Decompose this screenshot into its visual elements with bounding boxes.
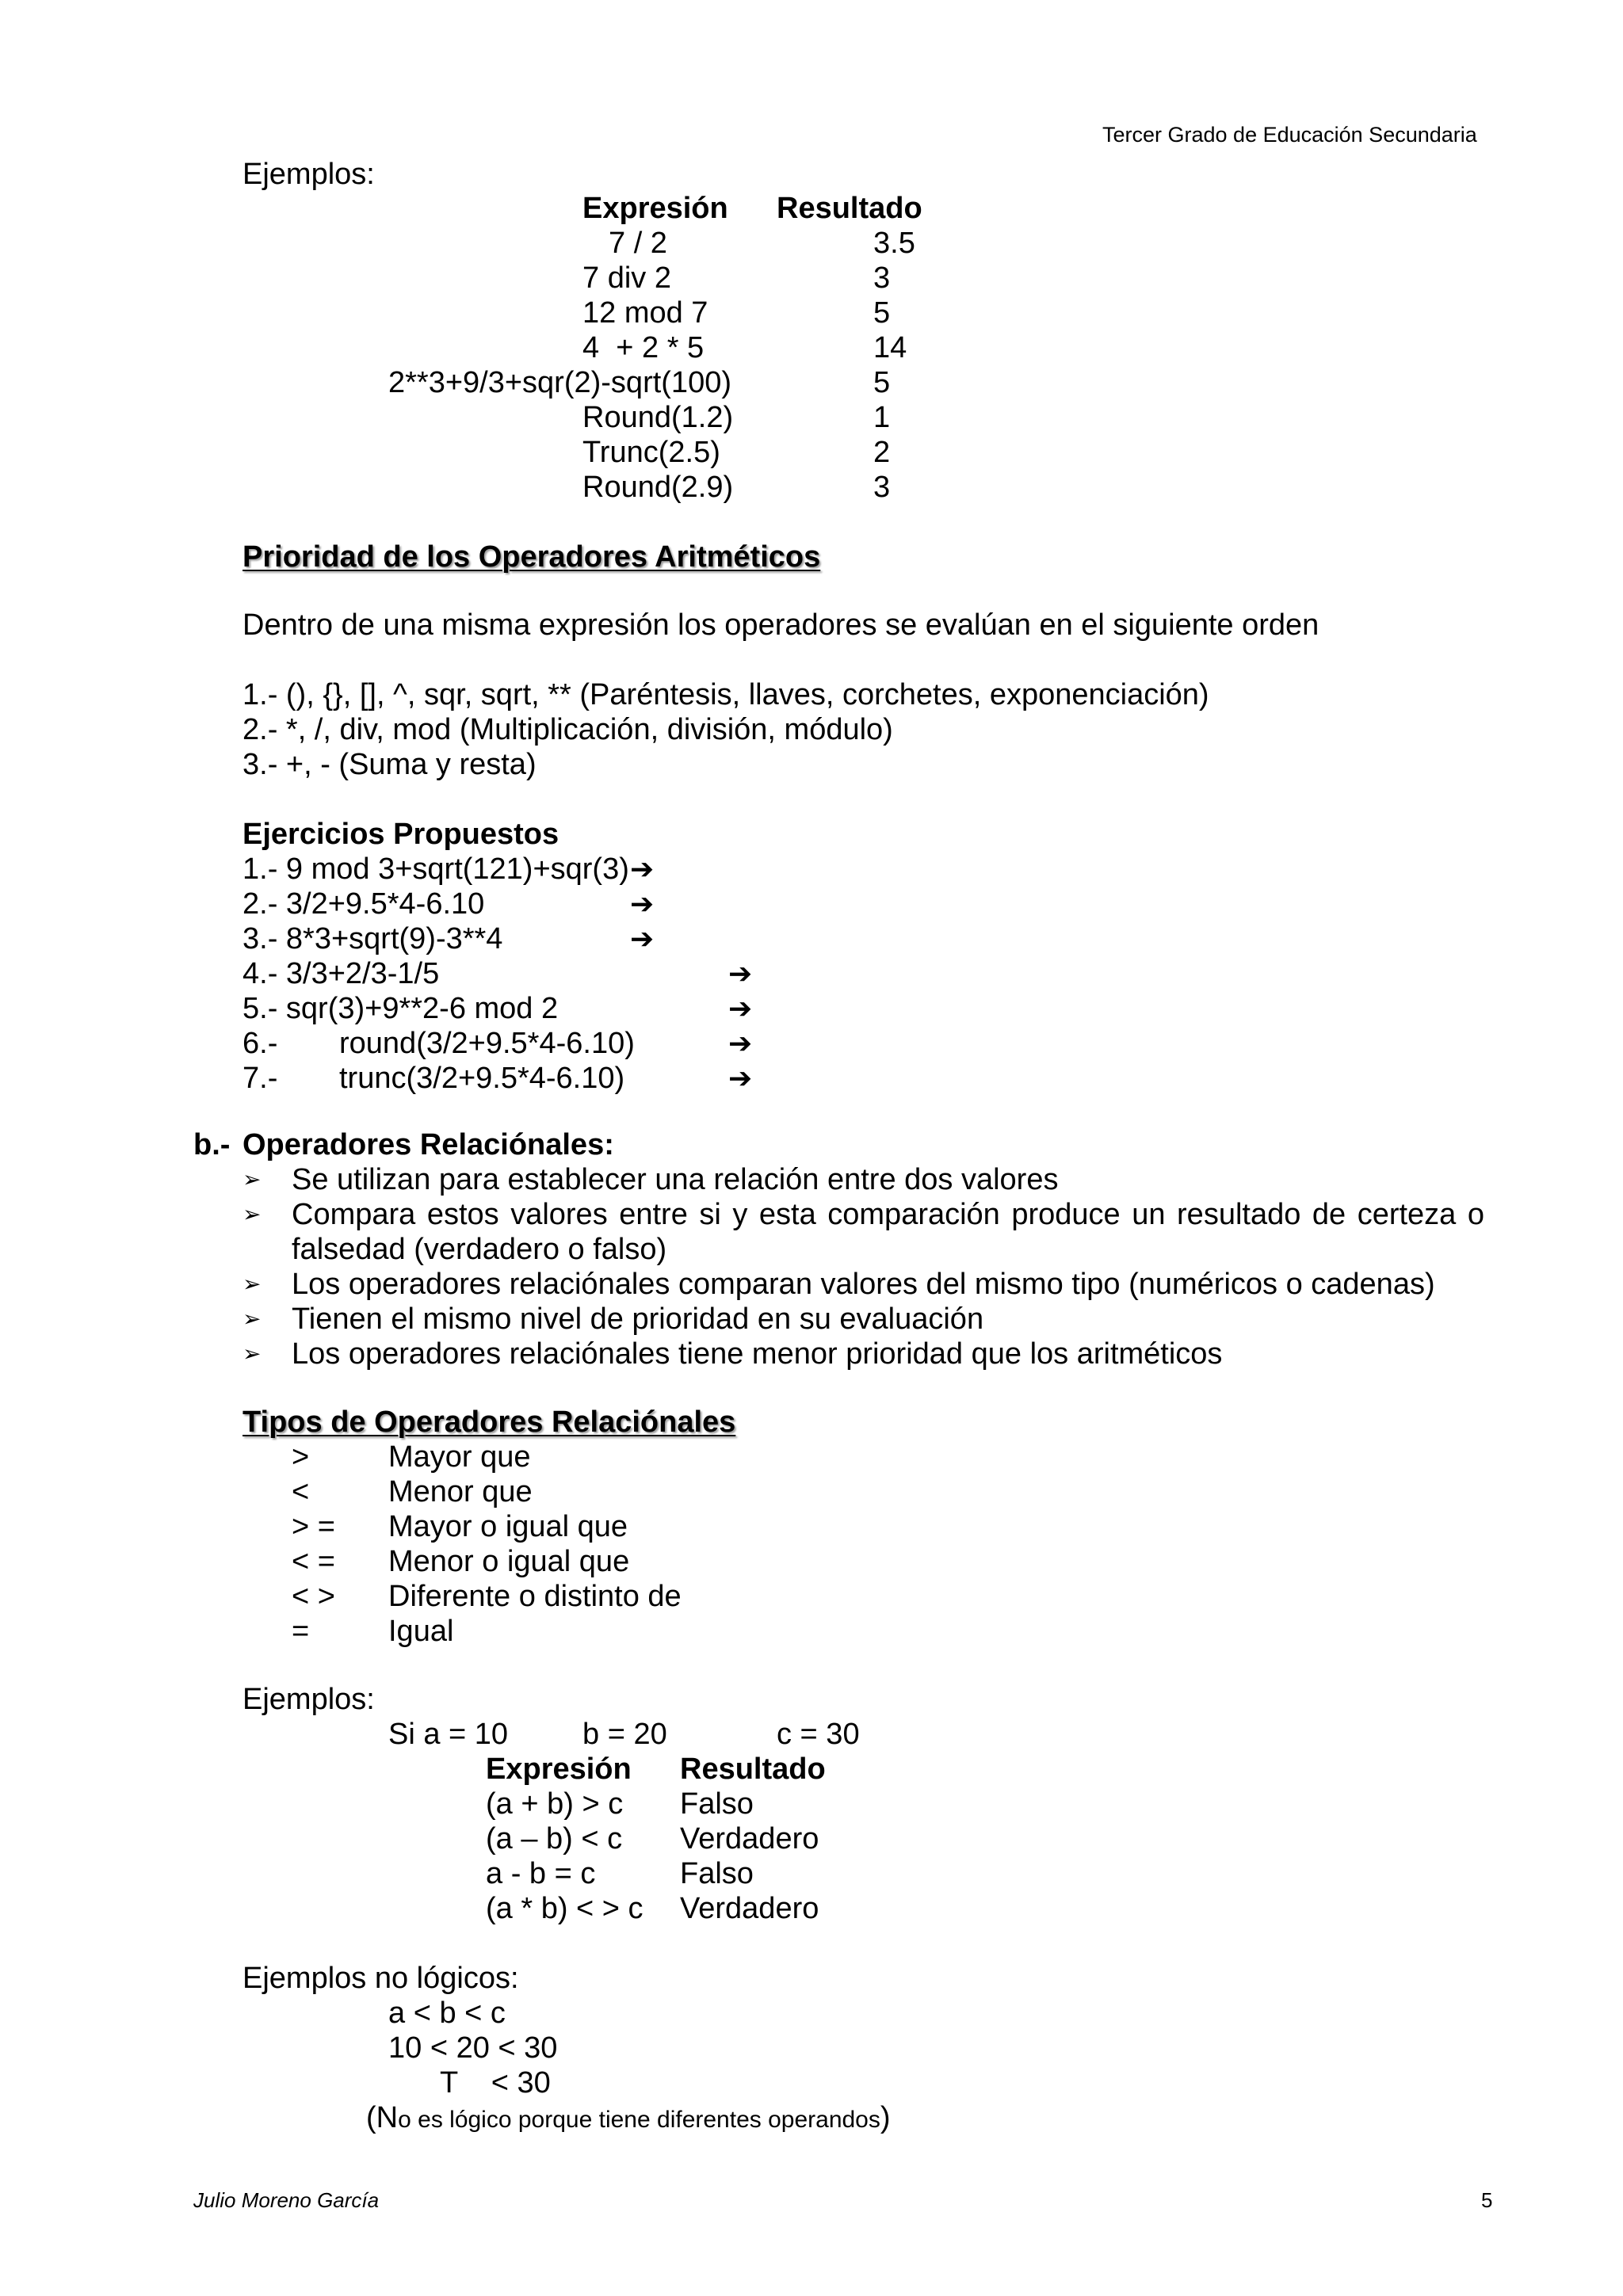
- nonlogical-label: Ejemplos no lógicos:: [242, 1962, 519, 1995]
- priority-intro: Dentro de una misma expresión los operadores se evalúan en el siguiente orden: [242, 608, 1319, 642]
- table-row-result: 1: [873, 401, 891, 434]
- bullet-text: Tienen el mismo nivel de prioridad en su evaluación: [292, 1302, 984, 1336]
- table-row-expression: 2**3+9/3+sqr(2)-sqrt(100): [388, 366, 731, 399]
- arrow-right-icon: ➔: [630, 922, 655, 955]
- table-header-result: Resultado: [777, 192, 922, 225]
- operator-symbol: > =: [292, 1510, 335, 1543]
- table-row-result: Falso: [680, 1787, 754, 1821]
- section-letter: b.-: [193, 1128, 231, 1161]
- bullet-text: Compara estos valores entre si y esta comparación produce un resultado de certeza o: [292, 1198, 1484, 1231]
- bullet-text: Los operadores relaciónales tiene menor prioridad que los aritméticos: [292, 1337, 1223, 1371]
- table-row-result: 3.5: [873, 227, 915, 260]
- priority-title: Prioridad de los Operadores Aritméticos: [242, 540, 821, 574]
- arrow-right-icon: ➔: [630, 852, 655, 885]
- operator-description: Mayor o igual que: [388, 1510, 628, 1543]
- note-close: ): [880, 2101, 891, 2134]
- operator-symbol: < =: [292, 1545, 335, 1578]
- exercise-item: 4.- 3/3+2/3-1/5: [242, 957, 440, 990]
- exercises-title: Ejercicios Propuestos: [242, 818, 559, 851]
- operator-symbol: <: [292, 1475, 310, 1508]
- table-row-result: 14: [873, 331, 907, 364]
- bullet-icon: ➢: [242, 1306, 262, 1331]
- table-row-expression: Round(1.2): [582, 401, 734, 434]
- arrow-right-icon: ➔: [728, 1062, 753, 1094]
- table-row-expression: Round(2.9): [582, 471, 734, 504]
- exercise-item: 2.- 3/2+9.5*4-6.10: [242, 887, 485, 921]
- exercise-item: round(3/2+9.5*4-6.10): [339, 1027, 635, 1060]
- bullet-icon: ➢: [242, 1272, 262, 1296]
- table-row-result: Verdadero: [680, 1822, 819, 1855]
- table-header-result: Resultado: [680, 1753, 826, 1786]
- table-row-expression: (a + b) > c: [486, 1787, 624, 1821]
- examples-label: Ejemplos:: [242, 158, 375, 191]
- table-row-result: 3: [873, 471, 891, 504]
- bullet-icon: ➢: [242, 1167, 262, 1192]
- table-row-expression: a - b = c: [486, 1857, 596, 1890]
- operator-symbol: =: [292, 1615, 310, 1648]
- variable-c: c = 30: [777, 1718, 860, 1751]
- arrow-right-icon: ➔: [728, 992, 753, 1024]
- table-row-result: Falso: [680, 1857, 754, 1890]
- operator-description: Igual: [388, 1615, 454, 1648]
- exercise-item: 3.- 8*3+sqrt(9)-3**4: [242, 922, 503, 955]
- table-row-expression: 7 / 2: [609, 227, 667, 260]
- bullet-text: Se utilizan para establecer una relación entre dos valores: [292, 1163, 1059, 1196]
- table-row-expression: 7 div 2: [582, 261, 671, 295]
- nonlogical-line: T < 30: [440, 2066, 551, 2100]
- priority-item: 1.- (), {}, [], ^, sqr, sqrt, ** (Paréntesis, llaves, corchetes, exponenciación): [242, 678, 1209, 711]
- table-row-result: 5: [873, 366, 891, 399]
- bullet-text: Los operadores relaciónales comparan valores del mismo tipo (numéricos o cadenas): [292, 1268, 1435, 1301]
- table-header-expression: Expresión: [486, 1753, 632, 1786]
- note-text: o es lógico porque tiene diferentes operandos: [398, 2107, 880, 2133]
- exercise-item: 5.- sqr(3)+9**2-6 mod 2: [242, 992, 559, 1025]
- priority-item: 3.- +, - (Suma y resta): [242, 748, 537, 781]
- table-row-expression: 4 + 2 * 5: [582, 331, 705, 364]
- operator-symbol: >: [292, 1440, 310, 1474]
- variable-a: Si a = 10: [388, 1718, 509, 1751]
- examples-label: Ejemplos:: [242, 1683, 375, 1716]
- exercise-item: trunc(3/2+9.5*4-6.10): [339, 1062, 625, 1095]
- table-row-expression: 12 mod 7: [582, 296, 708, 330]
- table-row-result: 2: [873, 436, 891, 469]
- footer-author: Julio Moreno García: [193, 2188, 380, 2212]
- variable-b: b = 20: [582, 1718, 667, 1751]
- page-number: 5: [1481, 2188, 1493, 2212]
- priority-item: 2.- *, /, div, mod (Multiplicación, división, módulo): [242, 713, 893, 746]
- types-title: Tipos de Operadores Relaciónales: [242, 1405, 736, 1439]
- table-header-expression: Expresión: [582, 192, 728, 225]
- arrow-right-icon: ➔: [728, 1027, 753, 1059]
- nonlogical-line: 10 < 20 < 30: [388, 2031, 558, 2065]
- operator-symbol: < >: [292, 1580, 335, 1613]
- nonlogical-note: [366, 2100, 891, 2138]
- table-row-result: Verdadero: [680, 1892, 819, 1925]
- bullet-text-continued: falsedad (verdadero o falso): [292, 1233, 667, 1266]
- table-row-expression: (a * b) < > c: [486, 1892, 643, 1925]
- table-row-expression: Trunc(2.5): [582, 436, 720, 469]
- arrow-right-icon: ➔: [630, 887, 655, 920]
- bullet-icon: ➢: [242, 1202, 262, 1226]
- nonlogical-line: a < b < c: [388, 1997, 506, 2030]
- arrow-right-icon: ➔: [728, 957, 753, 990]
- table-row-result: 3: [873, 261, 891, 295]
- exercise-number: 6.-: [242, 1027, 278, 1060]
- exercise-number: 7.-: [242, 1062, 278, 1095]
- header-title: Tercer Grado de Educación Secundaria: [1102, 123, 1477, 147]
- section-title: Operadores Relaciónales:: [242, 1128, 614, 1161]
- note-open: (N: [366, 2101, 399, 2134]
- operator-description: Menor que: [388, 1475, 533, 1508]
- exercise-item: 1.- 9 mod 3+sqrt(121)+sqr(3): [242, 852, 629, 886]
- operator-description: Diferente o distinto de: [388, 1580, 682, 1613]
- bullet-icon: ➢: [242, 1341, 262, 1366]
- table-row-expression: (a – b) < c: [486, 1822, 623, 1855]
- operator-description: Mayor que: [388, 1440, 531, 1474]
- operator-description: Menor o igual que: [388, 1545, 630, 1578]
- table-row-result: 5: [873, 296, 891, 330]
